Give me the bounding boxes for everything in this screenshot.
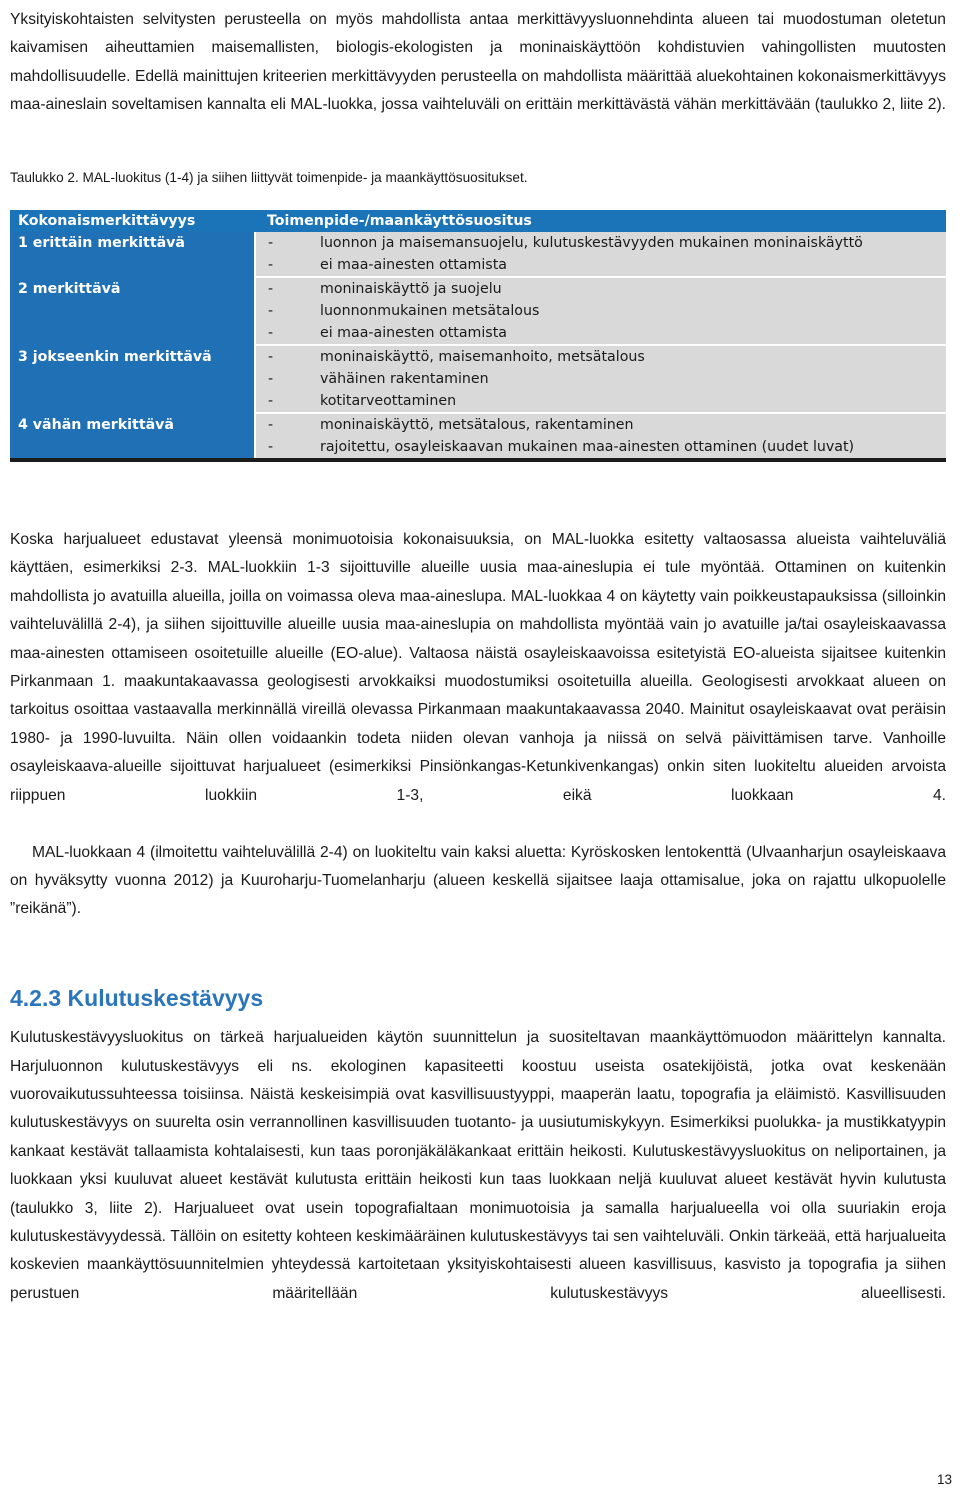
table-row — [10, 368, 946, 390]
recommendation-cell — [255, 345, 946, 368]
table-header-significance: Kokonaismerkittävyys — [10, 210, 255, 232]
recommendation-text: moninaiskäyttö, metsätalous, rakentaminen — [320, 417, 634, 434]
table-row — [10, 390, 946, 413]
recommendation-text: luonnonmukainen metsätalous — [320, 303, 540, 320]
recommendation-cell — [255, 390, 946, 413]
recommendation-cell — [255, 413, 946, 436]
recommendation-text: rajoitettu, osayleiskaavan mukainen maa-ainesten ottaminen (uudet luvat) — [320, 439, 855, 456]
section-heading: 4.2.3 Kulutuskestävyys — [10, 985, 264, 1012]
table-header-row — [10, 210, 946, 232]
bullet-dash: - — [268, 325, 274, 342]
mal-class-label: 1 erittäin merkittävä — [10, 232, 255, 254]
bullet-dash: - — [268, 349, 274, 366]
table-row — [10, 277, 946, 300]
table-row — [10, 413, 946, 436]
recommendation-text: ei maa-ainesten ottamista — [320, 325, 507, 342]
table-row — [10, 322, 946, 345]
mal-class-label — [10, 390, 255, 413]
table-header-recommendation: Toimenpide-/maankäyttösuositus — [255, 210, 946, 232]
recommendation-cell — [255, 277, 946, 300]
recommendation-text: kotitarveottaminen — [320, 393, 457, 410]
table-row — [10, 300, 946, 322]
bullet-dash: - — [268, 371, 274, 388]
mal-class-label: 2 merkittävä — [10, 277, 255, 300]
page-number: 13 — [936, 1472, 952, 1487]
document-page — [10, 0, 946, 1337]
mal-classification-table — [10, 210, 946, 462]
bullet-dash: - — [268, 439, 274, 456]
table-row — [10, 232, 946, 254]
bullet-dash: - — [268, 393, 274, 410]
bullet-dash: - — [268, 235, 274, 252]
recommendation-text: moninaiskäyttö, maisemanhoito, metsätalous — [320, 349, 645, 366]
intro-paragraph: Yksityiskohtaisten selvitysten perusteella on myös mahdollista antaa merkittävyysluonnehdinta alueen tai muodostuman oletetun kaivamisen aiheuttamien maisemallisten, biologis-ekologisten ja moninaiskäyttöön kohdistuvien vahingollisten muutosten mahdollisuudelle. Edellä mainittujen kriteerien merkittävyyden perusteella on mahdollista määrittää aluekohtainen kokonaismerkittävyys maa-aineslain soveltamisen kannalta eli MAL-luokka, jossa vaihteluväli on erittäin merkittävästä vähän merkittävään (taulukko 2, liite 2). — [10, 11, 946, 114]
recommendation-text: luonnon ja maisemansuojelu, kulutuskestävyyden mukainen moninaiskäyttö — [320, 235, 863, 252]
table-row — [10, 254, 946, 277]
recommendation-text: ei maa-ainesten ottamista — [320, 257, 507, 274]
recommendation-cell — [255, 232, 946, 254]
recommendation-cell — [255, 254, 946, 277]
mal-class-label: 3 jokseenkin merkittävä — [10, 345, 255, 368]
recommendation-cell — [255, 300, 946, 322]
bullet-dash: - — [268, 257, 274, 274]
recommendation-text: vähäinen rakentaminen — [320, 371, 489, 388]
mal-class-label — [10, 368, 255, 390]
recommendation-cell — [255, 368, 946, 390]
body-paragraph-wear-resistance: Kulutuskestävyysluokitus on tärkeä harjualueiden käytön suunnittelun ja suositeltavan maankäyttömuodon määrittelyn kannalta. Harjuluonnon kulutuskestävyys eli ns. ekologinen kapasiteetti koostuu useista osatekijöistä, jotka ovat keskenään vuorovaikutussuhteessa toisiinsa. Näistä keskeisimpiä ovat kasvillisuustyyppi, maaperän laatu, topografia ja eläimistö. Kasvillisuuden kulutuskestävyys on suurelta osin verrannollinen kasvillisuuden tuotanto- ja uusiutumiskykyyn. Esimerkiksi puolukka- ja mustikkatyypin kankaat kestävät tallaamista kohtalaisesti, kun taas poronjäkäläkankaat erittäin heikosti. Kulutuskestävyysluokitus on neliportainen, ja luokkaan yksi kuuluvat alueet kestävät kulutusta erittäin heikosti kun taas luokkaan neljä kuuluvat alueet kestävät hyvin kulutusta (taulukko 3, liite 2). Harjualueet ovat usein topografialtaan monimuotoisia ja samalla harjualueella voi olla suuriakin eroja kulutuskestävyydessä. Tällöin on esitetty kohteen keskimääräinen kulutuskestävyys tai sen vaihteluväli. Onkin tärkeää, että harjualueita koskevien maankäyttösuunnitelmien yhteydessä kartoitetaan yksityiskohtaisesti alueen kasvillisuus, kasvisto ja topografia ja siihen perustuen määritellään kulutuskestävyys alueellisesti. — [10, 1029, 946, 1302]
recommendation-text: moninaiskäyttö ja suojelu — [320, 281, 502, 298]
bullet-dash: - — [268, 303, 274, 320]
recommendation-cell — [255, 436, 946, 460]
body-paragraph-mal-classes: Koska harjualueet edustavat yleensä monimuotoisia kokonaisuuksia, on MAL-luokka esitetty valtaosassa alueista vaihteluväliä käyttäen, esimerkiksi 2-3. MAL-luokkiin 1-3 sijoittuville alueille uusia maa-aineslupia ei tule myöntää. Ottaminen on kuitenkin mahdollista jo avatuilla alueilla, joilla on voimassa oleva maa-aineslupa. MAL-luokkaa 4 on käytetty vain poikkeustapauksissa (silloinkin vaihteluvälillä 2-4), ja siihen sijoittuville alueille uusia maa-aineslupia on mahdollista myöntää vain jo avatuille ja/tai osayleiskaavassa maa-ainesten ottamiseen osoitetuille alueille (EO-alue). Valtaosa näistä osayleiskaavoissa esitetyistä EO-alueista sijaitsee kuitenkin Pirkanmaan 1. maakuntakaavassa geologisesti arvokkaiksi muodostumiksi osoitetuilla alueilla. Geologisesti arvokkaat alueen on tarkoitus osoittaa vastaavalla merkinnällä vireillä olevassa Pirkanmaan maakuntakaavassa 2040. Mainitut osayleiskaavat ovat peräisin 1980- ja 1990-luvuilta. Näin ollen voidaankin todeta niiden olevan vanhoja ja niissä on selvä päivittämisen tarve. Vanhoille osayleiskaava-alueille sijoittuvat harjualueet (esimerkiksi Pinsiönkangas-Ketunkivenkangas) onkin siten luokiteltu alueiden arvoista riippuen luokkiin 1-3, eikä luokkaan 4. — [10, 531, 946, 804]
mal-class-label — [10, 322, 255, 345]
bullet-dash: - — [268, 281, 274, 298]
table-row — [10, 345, 946, 368]
recommendation-cell — [255, 322, 946, 345]
mal-class-label — [10, 300, 255, 322]
mal-class-label: 4 vähän merkittävä — [10, 413, 255, 436]
mal-class-label — [10, 254, 255, 277]
table-caption: Taulukko 2. MAL-luokitus (1-4) ja siihen liittyvät toimenpide- ja maankäyttösuositukset. — [10, 170, 528, 186]
table-row — [10, 436, 946, 460]
bullet-dash: - — [268, 417, 274, 434]
mal-class-label — [10, 436, 255, 460]
paragraph-text: MAL-luokkaan 4 (ilmoitettu vaihteluvälillä 2-4) on luokiteltu vain kaksi aluetta: Kyröskosken lentokenttä (Ulvaanharjun osayleiskaava on hyväksytty vuonna 2012) ja Kuuroharju-Tuomelanharju (alueen keskellä sijaitsee laaja ottamisalue, joka on rajattu ulkopuolelle ”reikänä”). — [10, 843, 946, 918]
body-paragraph-mal4-areas — [10, 839, 946, 953]
